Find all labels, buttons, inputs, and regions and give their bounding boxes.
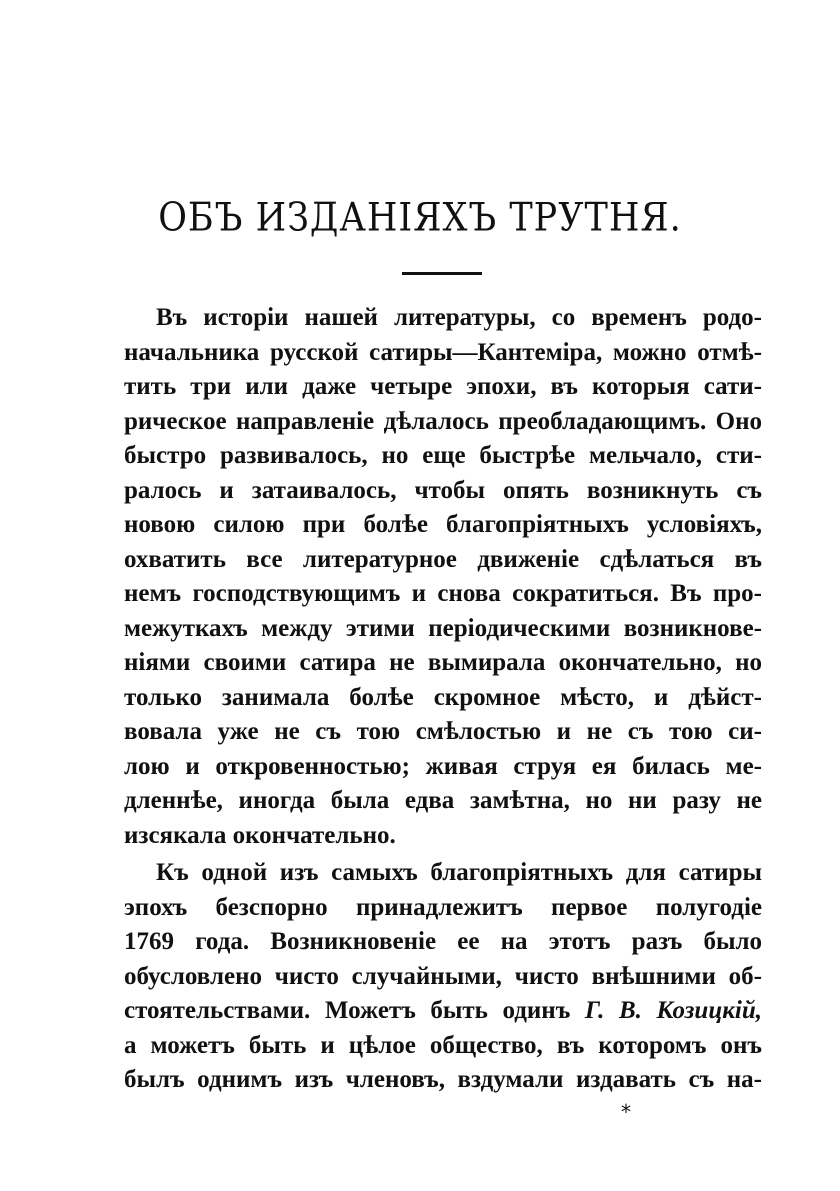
text-line: быстро развивалось, но еще быстрѣе мельчало, сти- (124, 442, 762, 469)
text-line: обусловлено чисто случайными, чисто внѣшними об- (124, 962, 762, 990)
text-line: ралось и затаивалось, чтобы опять возникнуть съ (124, 476, 762, 504)
text-line: вовала уже не съ тою смѣлостью и не съ тою си- (124, 718, 762, 745)
text-line: рическое направленіе дѣлалось преобладающимъ. Оно (124, 407, 762, 435)
text-line-with-author (124, 994, 762, 1029)
text-line: Къ одной изъ самыхъ благопріятныхъ для сатиры (156, 859, 762, 886)
text-line: начальника русской сатиры—Кантеміра, можно отмѣ- (124, 338, 762, 366)
text-line: только занимала болѣе скромное мѣсто, и дѣйст- (124, 683, 762, 711)
text-line: лою и откровенностью; живая струя ея билась ме- (124, 752, 762, 780)
text-line: ніями своими сатира не вымирала окончательно, но (124, 649, 762, 676)
body-text (124, 301, 762, 1098)
text-line: изсякала окончательно. (124, 821, 396, 849)
text-line: былъ однимъ изъ членовъ, вздумали издавать съ на- (124, 1066, 762, 1093)
text-line: эпохъ безспорно принадлежитъ первое полугодіе (124, 893, 762, 921)
title-rule (402, 272, 482, 275)
text-fragment: стоятельствами. Можетъ быть одинъ (124, 997, 571, 1024)
author-name: Г. В. Козицкій, (584, 997, 762, 1024)
text-line: дленнѣе, иногда была едва замѣтна, но ни разу не (124, 787, 762, 814)
text-line: тить три или даже четыре эпохи, въ которыя сати- (124, 373, 762, 400)
text-line: Въ исторіи нашей литературы, со временъ родо- (156, 304, 762, 331)
signature-mark: * (621, 1100, 631, 1124)
chapter-title: ОБЪ ИЗДАНІЯХЪ ТРУТНЯ. (158, 196, 682, 241)
text-line: 1769 года. Возникновеніе ее на этотъ разъ было (124, 928, 762, 955)
text-line: немъ господствующимъ и снова сократиться. Въ про- (124, 580, 762, 607)
text-line: а можетъ быть и цѣлое общество, въ которомъ онъ (124, 1031, 762, 1059)
text-line: межуткахъ между этими періодическими возникнове- (124, 614, 762, 642)
text-line: охватить все литературное движеніе сдѣлаться въ (124, 545, 762, 573)
text-line: новою силою при болѣе благопріятныхъ условіяхъ, (124, 511, 762, 538)
